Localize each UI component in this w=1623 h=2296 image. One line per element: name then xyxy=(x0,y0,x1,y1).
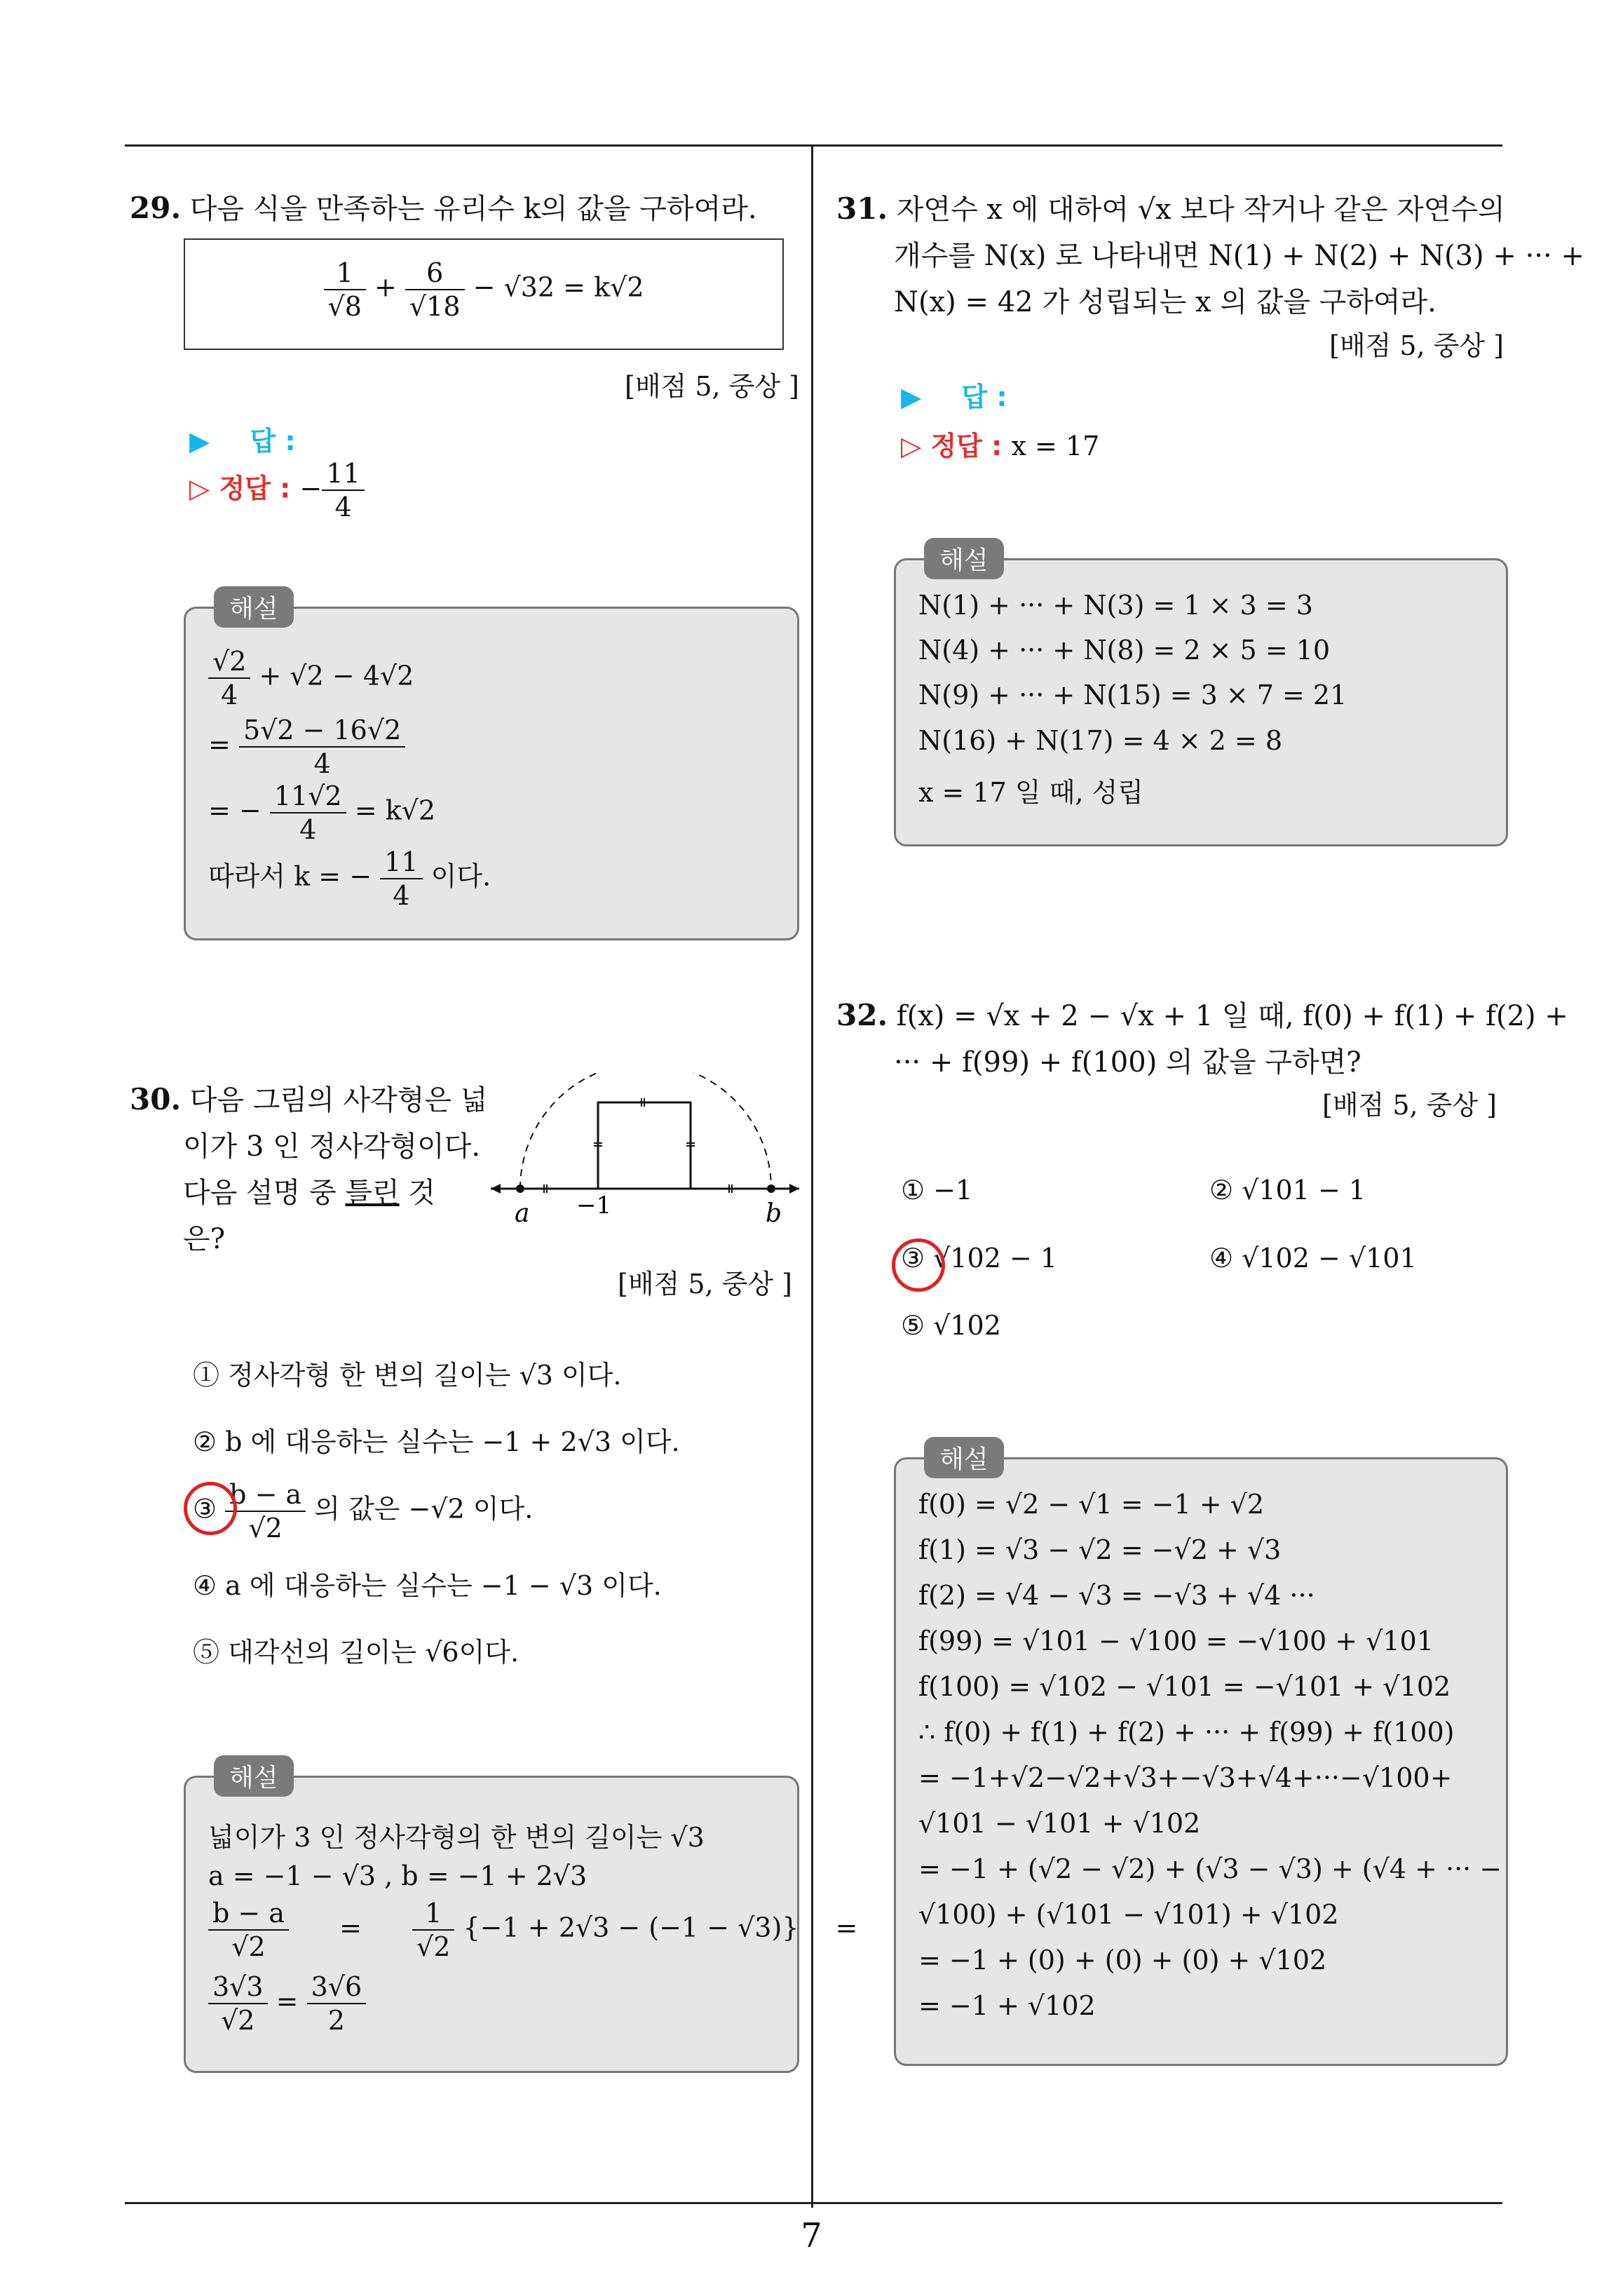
top-rule xyxy=(125,144,1502,147)
bottom-rule xyxy=(125,2202,1502,2204)
problem-number: 32. xyxy=(836,998,888,1032)
question-text: 다음 식을 만족하는 유리수 k의 값을 구하여라. xyxy=(189,193,757,225)
solution-line: N(1) + ··· + N(3) = 1 × 3 = 3 xyxy=(918,590,1313,621)
solution-line: f(0) = √2 − √1 = −1 + √2 xyxy=(918,1489,1265,1520)
play-arrow-icon: ▶ xyxy=(189,426,210,457)
solution-line: f(2) = √4 − √3 = −√3 + √4 ··· xyxy=(918,1580,1315,1611)
solution-line: N(16) + N(17) = 4 × 2 = 8 xyxy=(918,725,1283,756)
choice-5[interactable]: ⑤ 대각선의 길이는 √6이다. xyxy=(193,1637,520,1668)
choice-5[interactable]: ⑤ √102 xyxy=(901,1310,1001,1341)
choice-2[interactable]: ② b 에 대응하는 실수는 −1 + 2√3 이다. xyxy=(193,1426,680,1457)
correct-label: 정답 : xyxy=(219,473,291,504)
solution-tag: 해설 xyxy=(924,1437,1004,1478)
label-b: b xyxy=(766,1199,782,1228)
column-divider xyxy=(811,146,813,2208)
correct-value: x = 17 xyxy=(1011,431,1100,461)
play-arrow-icon: ▶ xyxy=(901,381,922,412)
solution-tag: 해설 xyxy=(214,586,294,628)
problem-30: 30. 다음 그림의 사각형은 넓 이가 3 인 정사각형이다. 다음 설명 중 틀린 것 은? xyxy=(130,1082,488,1255)
problem-number: 29. xyxy=(130,191,182,225)
solution-line: f(99) = √101 − √100 = −√100 + √101 xyxy=(918,1626,1434,1656)
correct-label: 정답 : xyxy=(930,431,1003,461)
solution-line: = −1 + √102 xyxy=(918,1990,1096,2021)
label-a: a xyxy=(515,1199,530,1228)
answer-row xyxy=(189,419,296,458)
score-meta: [배점 5, 중상 ] xyxy=(625,371,799,402)
answer-label: 답 : xyxy=(961,381,1007,412)
correct-value: $\frac{11}{4}$ xyxy=(322,457,364,523)
problem-32: 32. f(x) = √x + 2 − √x + 1 일 때, f(0) + f(1) + f(2) + ··· + f(99) + f(100) 의 값을 구하면? xyxy=(836,998,1568,1079)
choice-2[interactable]: ② √101 − 1 xyxy=(1209,1175,1366,1206)
equation-rest: − √32 = k√2 xyxy=(473,271,644,303)
problem-31: 31. 자연수 x 에 대하여 √x 보다 작거나 같은 자연수의 개수를 N(x) 로 나타내면 N(1) + N(2) + N(3) + ··· + N(x) = 42 가 성립되는 x 의 값을 구하여라. xyxy=(836,191,1584,318)
choice-3[interactable]: ③ $\frac{b - a}{√2}$ 의 값은 −√2 이다. xyxy=(193,1479,534,1544)
choice-1[interactable]: ① 정사각형 한 변의 길이는 √3 이다. xyxy=(193,1360,622,1391)
number-line-figure xyxy=(484,1073,806,1234)
equation-frame: $\frac{1}{√8}$ + $\frac{6}{√18}$ − √32 = k√2 xyxy=(184,238,784,350)
choice-4[interactable]: ④ √102 − √101 xyxy=(1209,1243,1417,1274)
answer-label: 답 : xyxy=(250,426,296,457)
label-minus-one: −1 xyxy=(576,1191,612,1220)
solution-tag: 해설 xyxy=(214,1755,294,1797)
problem-29 xyxy=(130,186,757,231)
solution-tag: 해설 xyxy=(924,538,1004,579)
solution-line: f(1) = √3 − √2 = −√2 + √3 xyxy=(918,1534,1282,1565)
correct-answer-row xyxy=(901,424,1099,463)
solution-line: √101 − √101 + √102 xyxy=(918,1808,1201,1839)
fraction: $\frac{1}{√8}$ xyxy=(324,257,366,323)
solution-box-29 xyxy=(184,595,799,940)
solution-line: ∴ f(0) + f(1) + f(2) + ··· + f(99) + f(100) xyxy=(918,1717,1455,1748)
solution-box-31 xyxy=(894,546,1508,846)
score-meta: [배점 5, 중상 ] xyxy=(1329,330,1504,361)
solution-line: $\frac{√2}{4}$ + √2 − 4√2 xyxy=(208,645,414,711)
solution-box-30 xyxy=(184,1764,858,2073)
choice-1[interactable]: ① −1 xyxy=(901,1175,973,1206)
solution-line: = −1+√2−√2+√3+−√3+√4+···−√100+ xyxy=(918,1762,1453,1793)
solution-box-32 xyxy=(894,1445,1508,2066)
correct-answer-row: ▷ 정답 : − $\frac{11}{4}$ xyxy=(189,457,365,523)
solution-line: N(4) + ··· + N(8) = 2 × 5 = 10 xyxy=(918,635,1331,666)
solution-line: $\frac{b - a}{√2}$ = $\frac{1}{√2}$ {−1 + 2√3 − (−1 − √3)} = xyxy=(208,1897,776,1963)
score-meta: [배점 5, 중상 ] xyxy=(618,1269,792,1299)
solution-line: N(9) + ··· + N(15) = 3 × 7 = 21 xyxy=(918,680,1347,710)
solution-line: = −1 + (0) + (0) + (0) + √102 xyxy=(918,1945,1327,1976)
solution-line: f(100) = √102 − √101 = −√101 + √102 xyxy=(918,1671,1451,1702)
answer-row xyxy=(901,375,1007,414)
solution-line: = − $\frac{11√2}{4}$ = k√2 xyxy=(208,781,436,845)
score-meta: [배점 5, 중상 ] xyxy=(1322,1090,1497,1121)
selected-answer-mark xyxy=(892,1238,945,1292)
triangle-outline-icon: ▷ xyxy=(189,473,210,504)
fraction: $\frac{6}{√18}$ xyxy=(405,257,465,323)
problem-number: 31. xyxy=(836,191,888,226)
solution-line: 따라서 k = − $\frac{11}{4}$ 이다. xyxy=(208,846,491,911)
choice-3[interactable]: ③ √102 − 1 xyxy=(901,1243,1058,1274)
solution-line: $\frac{3√3}{√2}$ = $\frac{3√6}{2}$ xyxy=(208,1971,366,2037)
solution-line: a = −1 − √3 , b = −1 + 2√3 xyxy=(208,1861,588,1891)
problem-number: 30. xyxy=(130,1082,182,1116)
solution-line: = $\frac{5√2 - 16√2}{4}$ xyxy=(208,714,405,780)
solution-line: 넓이가 3 인 정사각형의 한 변의 길이는 √3 xyxy=(208,1822,705,1853)
solution-line: x = 17 일 때, 성립 xyxy=(918,777,1143,808)
page-number: 7 xyxy=(801,2216,822,2255)
choice-4[interactable]: ④ a 에 대응하는 실수는 −1 − √3 이다. xyxy=(193,1570,662,1601)
solution-line: √100) + (√101 − √101) + √102 xyxy=(918,1899,1339,1930)
selected-answer-mark xyxy=(184,1482,237,1535)
triangle-outline-icon: ▷ xyxy=(901,431,922,461)
solution-line: = −1 + (√2 − √2) + (√3 − √3) + (√4 + ··· − xyxy=(918,1853,1502,1884)
